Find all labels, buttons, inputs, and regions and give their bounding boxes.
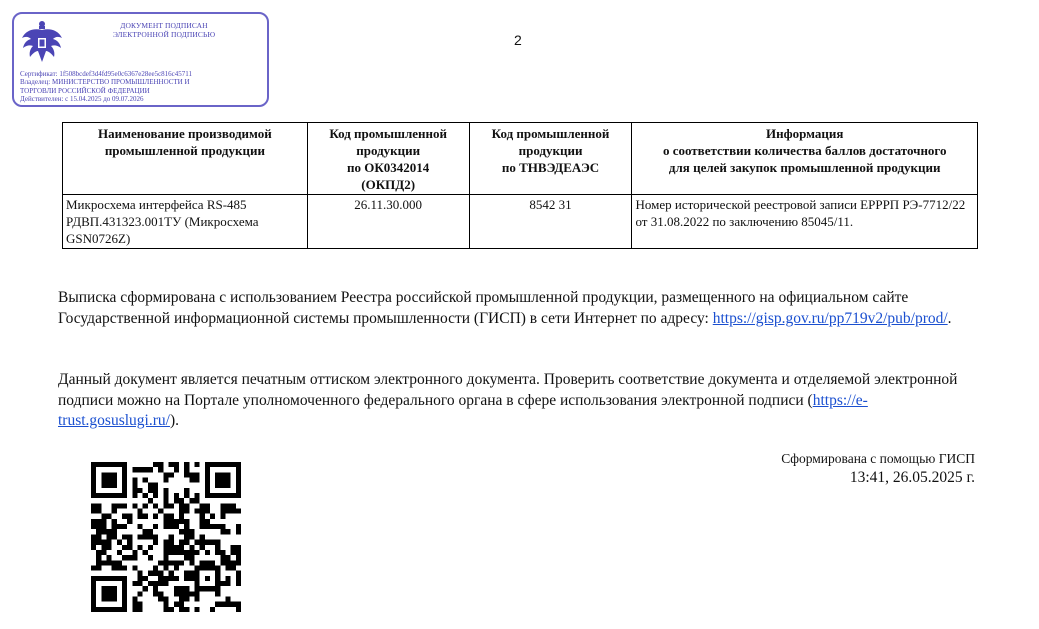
header-okpd2	[307, 123, 469, 195]
punctuation: ).	[169, 412, 179, 429]
header-line: Код промышленной	[329, 126, 448, 141]
header-line: Код промышленной	[491, 126, 610, 141]
header-line: продукции	[518, 143, 583, 158]
registry-statement	[58, 288, 988, 329]
generated-label: Сформирована с помощью ГИСП	[781, 451, 975, 466]
cell-tnved: 8542 31	[469, 195, 632, 249]
stamp-title-line2: ЭЛЕКТРОННОЙ ПОДПИСЬЮ	[112, 30, 216, 39]
header-tnved	[469, 123, 632, 195]
header-line: по ОК0342014	[347, 160, 430, 175]
generated-info	[781, 450, 975, 488]
registry-statement-text: Выписка сформирована с использованием Реестра российской промышленной продукции, размещенного на официальном сайте Государственной информационной системы промышленности (ГИСП) в сети Интернет по адресу:	[58, 289, 909, 327]
table-header-row	[63, 123, 978, 195]
stamp-title-line1: ДОКУМЕНТ ПОДПИСАН	[120, 21, 208, 30]
generated-datetime: 13:41, 26.05.2025 г.	[849, 469, 975, 486]
header-product-name	[63, 123, 308, 195]
header-line: по ТНВЭДЕАЭС	[501, 160, 600, 175]
owner-line2: ТОРГОВЛИ РОССИЙСКОЙ ФЕДЕРАЦИИ	[20, 86, 150, 95]
validity-period: Действителен: с 15.04.2025 до 09.07.2026	[20, 94, 144, 103]
signature-verification-statement	[58, 370, 988, 432]
table-row	[63, 195, 978, 249]
electronic-signature-stamp	[12, 12, 269, 107]
header-line: для целей закупок промышленной продукции	[668, 160, 941, 175]
stamp-title	[84, 21, 244, 39]
page-number: 2	[514, 32, 522, 48]
cell-points-info: Номер исторической реестровой записи ЕРРРП РЭ-7712/22 от 31.08.2022 по заключению 85045/11.	[632, 195, 978, 249]
owner-line1: Владелец: МИНИСТЕРСТВО ПРОМЫШЛЕННОСТИ И	[20, 78, 190, 87]
header-line: промышленной продукции	[104, 143, 265, 158]
certificate-number: Сертификат: 1f508bcdef3d4fd95e0c6367e28ee5c816c45711	[20, 70, 193, 78]
product-table	[62, 122, 978, 249]
header-line: Наименование производимой	[98, 126, 272, 141]
stamp-info	[20, 70, 192, 103]
cell-okpd2: 26.11.30.000	[307, 195, 469, 249]
e-trust-link[interactable]: https://e-trust.gosuslugi.ru/	[58, 391, 868, 429]
cell-product-name: Микросхема интерфейса RS-485 РДВП.431323.001ТУ (Микросхема GSN0726Z)	[63, 195, 308, 249]
punctuation: .	[947, 309, 952, 327]
header-points-info	[632, 123, 978, 195]
coat-of-arms-icon	[20, 18, 64, 64]
header-line: (ОКПД2)	[361, 177, 416, 192]
gisp-link[interactable]: https://gisp.gov.ru/pp719v2/pub/prod/	[712, 309, 948, 327]
verification-text: Данный документ является печатным оттиском электронного документа. Проверить соответствие документа и отделяемой электронной подписи можно на Портале уполномоченного федерального органа в сфере использования электронной подписи (	[58, 371, 958, 409]
header-line: о соответствии количества баллов достаточного	[662, 143, 947, 158]
qr-code-icon	[91, 462, 241, 612]
header-line: Информация	[766, 126, 844, 141]
header-line: продукции	[356, 143, 421, 158]
